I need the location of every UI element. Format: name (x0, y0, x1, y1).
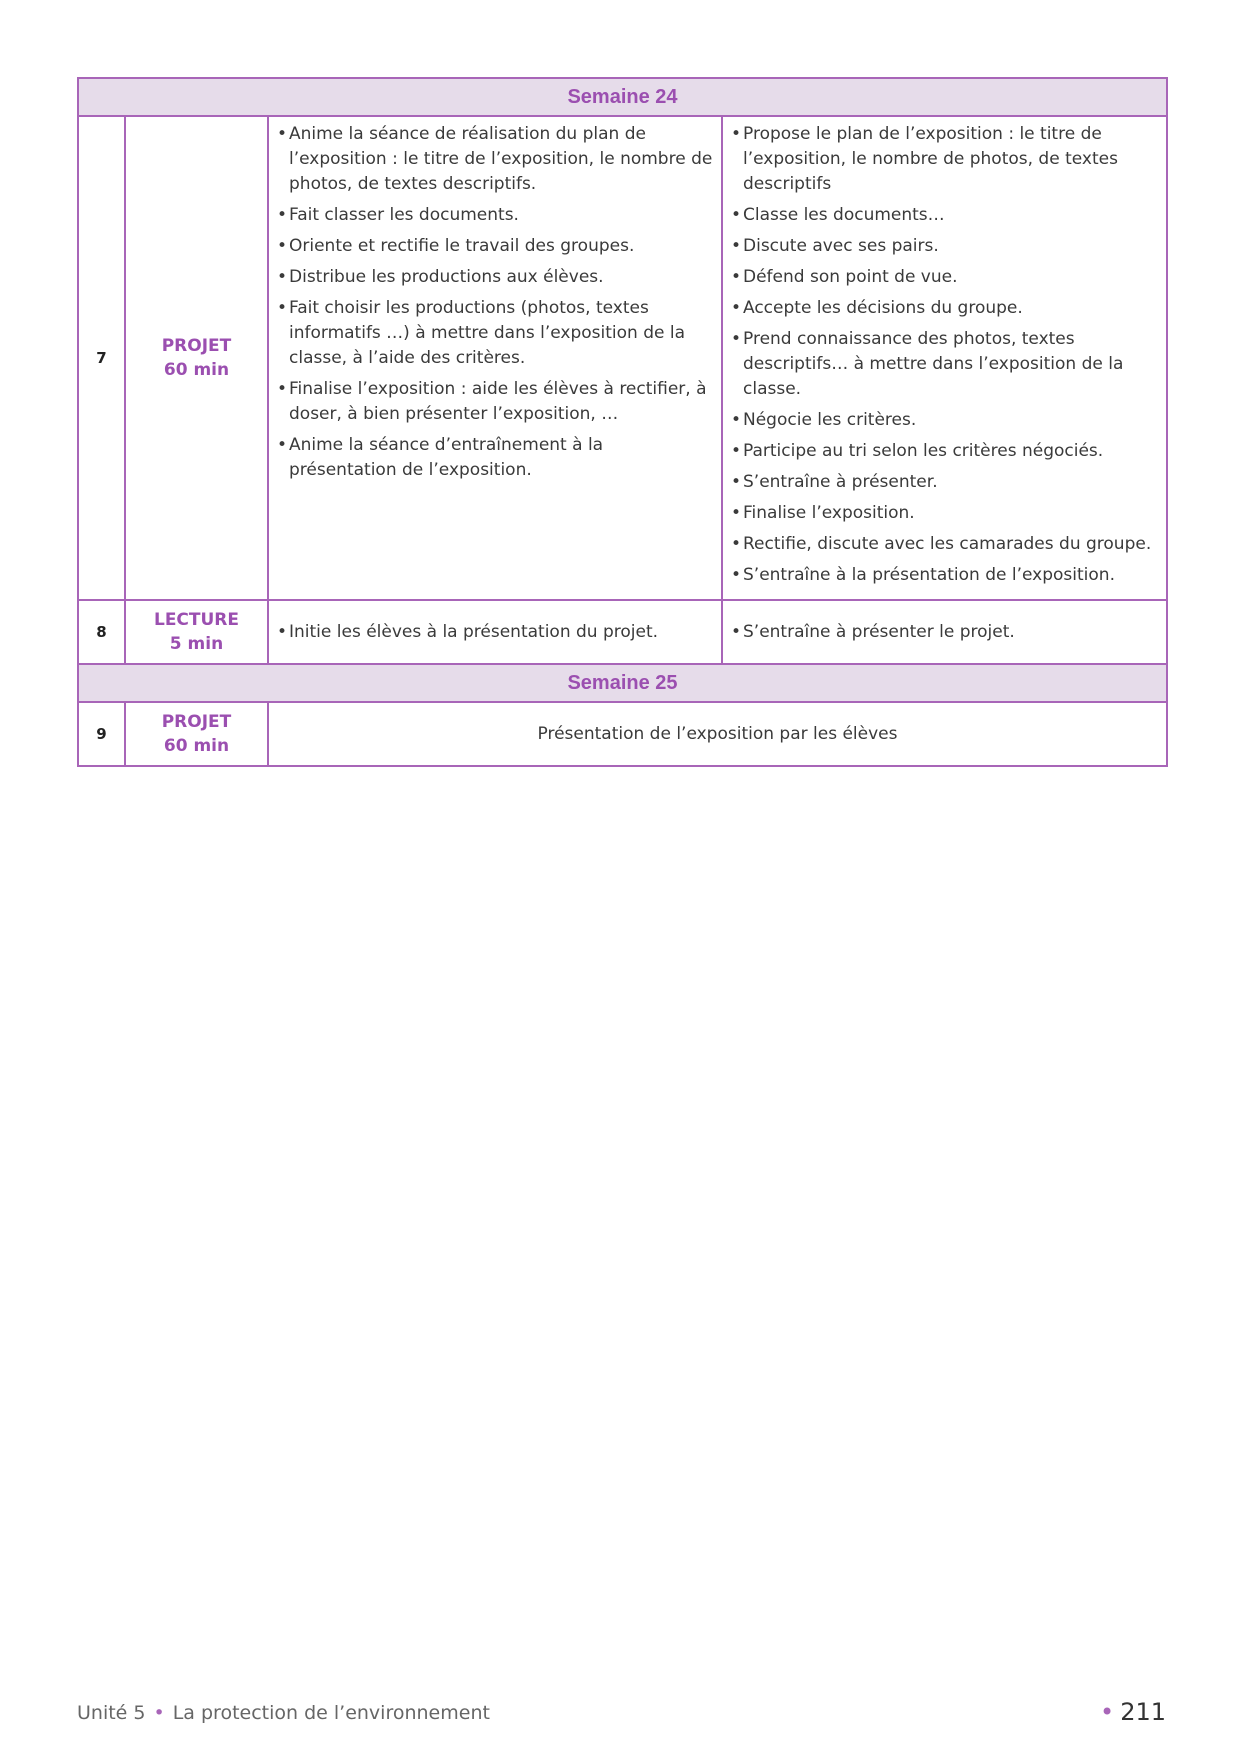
activity-duration: 60 min (163, 736, 230, 756)
activity-duration: 60 min (163, 360, 230, 380)
list-item: • Participe au tri selon les critères négociés. (731, 439, 1158, 464)
list-item: • Finalise l’exposition : aide les élèves à rectifier, à doser, à bien présenter l’exposition, … (277, 377, 713, 427)
list-item: • Distribue les productions aux élèves. (277, 265, 713, 290)
table-row (78, 116, 1167, 600)
activity-label: PROJET (161, 712, 232, 732)
list-item: • Prend connaissance des photos, textes descriptifs… à mettre dans l’exposition de la classe. (731, 327, 1158, 402)
list-item: • Propose le plan de l’exposition : le titre de l’exposition, le nombre de photos, de textes descriptifs (731, 122, 1158, 197)
list-item: • Classe les documents… (731, 203, 1158, 228)
activity-cell (125, 116, 268, 600)
list-item: • Oriente et rectifie le travail des groupes. (277, 234, 713, 259)
list-item: • Fait classer les documents. (277, 203, 713, 228)
teacher-actions (268, 116, 722, 600)
teacher-actions (268, 600, 722, 664)
list-item: • S’entraîne à présenter le projet. (731, 620, 1158, 645)
list-item: • Finalise l’exposition. (731, 501, 1158, 526)
session-number: 7 (78, 116, 125, 600)
activity-cell (125, 702, 268, 766)
bullet-separator: • (1100, 1698, 1115, 1726)
week-header: Semaine 25 (78, 664, 1167, 702)
list-item: • Initie les élèves à la présentation du projet. (277, 620, 713, 645)
list-item: • Défend son point de vue. (731, 265, 1158, 290)
week-header-row (78, 78, 1167, 116)
session-number: 9 (78, 702, 125, 766)
session-number: 8 (78, 600, 125, 664)
lesson-plan-table (77, 77, 1168, 767)
page-number-block (1100, 1698, 1166, 1726)
activity-label: PROJET (161, 336, 232, 356)
list-item: • Anime la séance d’entraînement à la présentation de l’exposition. (277, 433, 713, 483)
student-actions (722, 116, 1167, 600)
unit-label: Unité 5 (77, 1702, 146, 1724)
list-item: • Anime la séance de réalisation du plan de l’exposition : le titre de l’exposition, le nombre de photos, de textes descriptifs. (277, 122, 713, 197)
list-item: • Accepte les décisions du groupe. (731, 296, 1158, 321)
session-content: Présentation de l’exposition par les élèves (268, 702, 1167, 766)
activity-cell (125, 600, 268, 664)
activity-label: LECTURE (153, 610, 240, 630)
page-number: 211 (1120, 1698, 1166, 1726)
week-header: Semaine 24 (78, 78, 1167, 116)
week-header-row (78, 664, 1167, 702)
table-row (78, 600, 1167, 664)
list-item: • Négocie les critères. (731, 408, 1158, 433)
bullet-separator: • (153, 1702, 165, 1724)
page-footer (77, 1698, 1166, 1730)
student-actions (722, 600, 1167, 664)
list-item: • Discute avec ses pairs. (731, 234, 1158, 259)
list-item: • S’entraîne à la présentation de l’exposition. (731, 563, 1158, 588)
activity-duration: 5 min (169, 634, 224, 654)
table-row (78, 702, 1167, 766)
list-item: • Fait choisir les productions (photos, textes informatifs …) à mettre dans l’exposition de la classe, à l’aide des critères. (277, 296, 713, 371)
footer-unit-line (77, 1702, 490, 1724)
list-item: • Rectifie, discute avec les camarades du groupe. (731, 532, 1158, 557)
list-item: • S’entraîne à présenter. (731, 470, 1158, 495)
unit-title: La protection de l’environnement (172, 1702, 490, 1724)
lesson-plan-table-container (77, 77, 1166, 767)
